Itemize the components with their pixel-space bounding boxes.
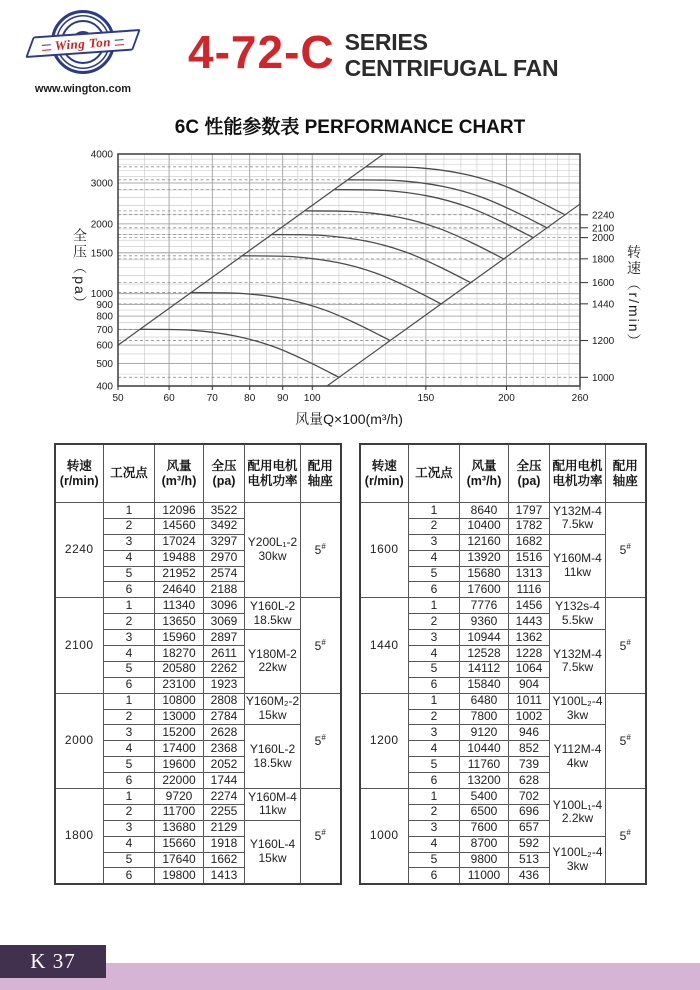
motor-cell: Y132M-4 7.5kw xyxy=(550,503,606,535)
flow-cell: 13920 xyxy=(460,550,509,566)
point-cell: 4 xyxy=(409,836,460,852)
point-cell: 1 xyxy=(104,693,155,709)
point-cell: 3 xyxy=(104,725,155,741)
flow-cell: 15680 xyxy=(460,566,509,582)
point-cell: 4 xyxy=(409,646,460,662)
speed-cell: 2000 xyxy=(55,693,104,788)
seat-mark: # xyxy=(626,732,631,742)
speed-reference-lines xyxy=(118,167,580,377)
pressure-cell: 696 xyxy=(509,804,550,820)
flow-cell: 8640 xyxy=(460,503,509,519)
column-header: 风量 (m³/h) xyxy=(460,444,509,503)
page-title xyxy=(188,26,559,82)
flow-cell: 23100 xyxy=(155,677,204,693)
motor-cell: Y112M-4 4kw xyxy=(550,725,606,789)
point-cell: 2 xyxy=(104,804,155,820)
flow-cell: 17600 xyxy=(460,582,509,598)
company-logo xyxy=(24,10,142,95)
y-axis-title-left: 全压（pa） xyxy=(72,228,88,312)
pressure-cell: 2262 xyxy=(204,661,245,677)
x-tick-label: 100 xyxy=(303,393,321,404)
flow-cell: 6500 xyxy=(460,804,509,820)
x-tick-label: 150 xyxy=(417,393,435,404)
flow-cell: 15200 xyxy=(155,725,204,741)
flow-cell: 12160 xyxy=(460,534,509,550)
flow-cell: 13200 xyxy=(460,773,509,789)
pressure-cell: 946 xyxy=(509,725,550,741)
motor-cell: Y132M-4 7.5kw xyxy=(550,630,606,694)
seat-mark: # xyxy=(321,828,326,838)
seat-mark: # xyxy=(626,637,631,647)
pressure-cell: 1516 xyxy=(509,550,550,566)
flow-cell: 14112 xyxy=(460,661,509,677)
flow-cell: 17640 xyxy=(155,852,204,868)
pressure-cell: 1923 xyxy=(204,677,245,693)
speed-cell: 1800 xyxy=(55,789,104,885)
seat-mark: # xyxy=(321,637,326,647)
point-cell: 4 xyxy=(104,550,155,566)
point-cell: 5 xyxy=(409,852,460,868)
column-header: 全压 (pa) xyxy=(509,444,550,503)
right-axis-label: 2000 xyxy=(592,233,615,245)
right-axis-label: 1800 xyxy=(592,254,615,266)
flow-cell: 12528 xyxy=(460,646,509,662)
column-header: 全压 (pa) xyxy=(204,444,245,503)
flow-cell: 9800 xyxy=(460,852,509,868)
point-cell: 5 xyxy=(104,566,155,582)
motor-cell: Y160M₂-2 15kw xyxy=(245,693,301,725)
table-row xyxy=(55,693,341,709)
pressure-cell: 1744 xyxy=(204,773,245,789)
pressure-cell: 1064 xyxy=(509,661,550,677)
x-tick-label: 70 xyxy=(206,393,218,404)
column-header: 工况点 xyxy=(104,444,155,503)
logo-rings-icon xyxy=(51,10,115,74)
seat-cell: 5# xyxy=(301,598,341,693)
pressure-cell: 2368 xyxy=(204,741,245,757)
table-header-row xyxy=(55,444,341,503)
pressure-cell: 1456 xyxy=(509,598,550,614)
seat-cell: 5# xyxy=(301,789,341,885)
pressure-cell: 1662 xyxy=(204,852,245,868)
motor-cell: Y100L₂-4 3kw xyxy=(550,836,606,884)
point-cell: 2 xyxy=(409,518,460,534)
point-cell: 4 xyxy=(104,741,155,757)
x-tick-label: 200 xyxy=(498,393,515,404)
flow-cell: 6480 xyxy=(460,693,509,709)
motor-cell: Y200L₁-2 30kw xyxy=(245,503,301,598)
seat-mark: # xyxy=(626,828,631,838)
point-cell: 6 xyxy=(409,677,460,693)
brand-name: Wing Ton xyxy=(37,32,128,54)
seat-cell: 5# xyxy=(606,598,646,693)
page-number-badge: K 37 xyxy=(0,945,106,978)
motor-cell: Y132s-4 5.5kw xyxy=(550,598,606,630)
pressure-cell: 1313 xyxy=(509,566,550,582)
point-cell: 5 xyxy=(104,661,155,677)
series-line2: CENTRIFUGAL FAN xyxy=(344,54,559,81)
series-title xyxy=(345,30,559,82)
point-cell: 5 xyxy=(409,566,460,582)
pressure-cell: 2897 xyxy=(204,630,245,646)
flow-cell: 13680 xyxy=(155,820,204,836)
flow-cell: 12096 xyxy=(155,503,204,519)
pressure-cell: 1002 xyxy=(509,709,550,725)
point-cell: 3 xyxy=(409,630,460,646)
seat-mark: # xyxy=(321,732,326,742)
y-tick-label: 3000 xyxy=(90,178,113,190)
flow-cell: 15840 xyxy=(460,677,509,693)
seat-cell: 5# xyxy=(301,693,341,788)
flow-cell: 15660 xyxy=(155,836,204,852)
point-cell: 5 xyxy=(409,757,460,773)
pressure-cell: 702 xyxy=(509,789,550,805)
column-header: 风量 (m³/h) xyxy=(155,444,204,503)
right-axis-label: 2100 xyxy=(592,223,615,235)
right-axis-label: 1440 xyxy=(592,299,615,311)
point-cell: 6 xyxy=(104,582,155,598)
table-row xyxy=(55,598,341,614)
y-axis-title-right: 转速（r/min） xyxy=(626,244,642,350)
pressure-cell: 852 xyxy=(509,741,550,757)
pressure-cell: 2808 xyxy=(204,693,245,709)
point-cell: 4 xyxy=(409,550,460,566)
x-tick-label: 80 xyxy=(244,393,256,404)
point-cell: 1 xyxy=(104,789,155,805)
table-row xyxy=(360,693,646,709)
point-cell: 3 xyxy=(409,820,460,836)
flow-cell: 11340 xyxy=(155,598,204,614)
flow-cell: 18270 xyxy=(155,646,204,662)
column-header: 配用 轴座 xyxy=(301,444,341,503)
pressure-cell: 1782 xyxy=(509,518,550,534)
flow-cell: 9720 xyxy=(155,789,204,805)
pressure-cell: 3522 xyxy=(204,503,245,519)
pressure-cell: 2129 xyxy=(204,820,245,836)
right-axis-label: 2240 xyxy=(592,210,615,222)
table-row xyxy=(55,503,341,519)
speed-cell: 2240 xyxy=(55,503,104,598)
pressure-cell: 1362 xyxy=(509,630,550,646)
seat-cell: 5# xyxy=(301,503,341,598)
flow-cell: 14560 xyxy=(155,518,204,534)
y-tick-label: 600 xyxy=(96,340,113,352)
pressure-cell: 2784 xyxy=(204,709,245,725)
flow-cell: 9120 xyxy=(460,725,509,741)
motor-cell: Y160L-2 18.5kw xyxy=(245,598,301,630)
pressure-cell: 2628 xyxy=(204,725,245,741)
pressure-cell: 2970 xyxy=(204,550,245,566)
point-cell: 2 xyxy=(104,614,155,630)
series-line1: SERIES xyxy=(344,29,428,55)
column-header: 工况点 xyxy=(409,444,460,503)
flow-cell: 17400 xyxy=(155,741,204,757)
pressure-cell: 2574 xyxy=(204,566,245,582)
y-tick-label: 800 xyxy=(96,311,113,323)
point-cell: 6 xyxy=(409,773,460,789)
flow-cell: 19488 xyxy=(155,550,204,566)
point-cell: 2 xyxy=(409,709,460,725)
table-row xyxy=(360,598,646,614)
pressure-cell: 1797 xyxy=(509,503,550,519)
flow-cell: 24640 xyxy=(155,582,204,598)
flow-cell: 21952 xyxy=(155,566,204,582)
pressure-cell: 3096 xyxy=(204,598,245,614)
point-cell: 5 xyxy=(104,852,155,868)
point-cell: 3 xyxy=(104,534,155,550)
speed-cell: 1440 xyxy=(360,598,409,693)
speed-cell: 1200 xyxy=(360,693,409,788)
seat-cell: 5# xyxy=(606,693,646,788)
pressure-cell: 1011 xyxy=(509,693,550,709)
table-row xyxy=(360,503,646,519)
x-tick-label: 260 xyxy=(571,393,589,404)
column-header: 配用电机 电机功率 xyxy=(245,444,301,503)
flow-cell: 13000 xyxy=(155,709,204,725)
pressure-cell: 2611 xyxy=(204,646,245,662)
point-cell: 3 xyxy=(104,630,155,646)
motor-cell: Y100L₂-4 3kw xyxy=(550,693,606,725)
speed-curve-2000 xyxy=(334,190,533,238)
point-cell: 1 xyxy=(409,693,460,709)
flow-cell: 19600 xyxy=(155,757,204,773)
x-tick-label: 60 xyxy=(163,393,175,404)
flow-cell: 11000 xyxy=(460,868,509,884)
flow-cell: 13650 xyxy=(155,614,204,630)
column-header: 转速 (r/min) xyxy=(55,444,104,503)
point-cell: 2 xyxy=(104,518,155,534)
point-cell: 2 xyxy=(409,614,460,630)
flow-cell: 22000 xyxy=(155,773,204,789)
right-axis-label: 1200 xyxy=(592,336,615,348)
point-cell: 3 xyxy=(409,725,460,741)
table-row xyxy=(55,789,341,805)
flow-cell: 19800 xyxy=(155,868,204,884)
x-axis-title: 风量Q×100(m³/h) xyxy=(295,411,403,427)
flow-cell: 10400 xyxy=(460,518,509,534)
model-number: 4-72-C xyxy=(188,26,335,78)
motor-cell: Y180M-2 22kw xyxy=(245,630,301,694)
performance-tables xyxy=(0,443,700,885)
pressure-cell: 657 xyxy=(509,820,550,836)
point-cell: 6 xyxy=(104,868,155,884)
point-cell: 3 xyxy=(104,820,155,836)
column-header: 配用电机 电机功率 xyxy=(550,444,606,503)
speed-cell: 1000 xyxy=(360,789,409,885)
flow-cell: 10440 xyxy=(460,741,509,757)
table-row xyxy=(360,789,646,805)
performance-curves xyxy=(118,154,580,386)
flow-cell: 9360 xyxy=(460,614,509,630)
speed-cell: 2100 xyxy=(55,598,104,693)
flow-cell: 11700 xyxy=(155,804,204,820)
x-tick-label: 50 xyxy=(112,393,124,404)
pressure-cell: 2274 xyxy=(204,789,245,805)
column-header: 转速 (r/min) xyxy=(360,444,409,503)
point-cell: 4 xyxy=(104,836,155,852)
pressure-cell: 436 xyxy=(509,868,550,884)
flow-cell: 10800 xyxy=(155,693,204,709)
pressure-cell: 513 xyxy=(509,852,550,868)
y-tick-label: 900 xyxy=(96,299,113,311)
y-tick-label: 2000 xyxy=(90,219,113,231)
point-cell: 1 xyxy=(104,503,155,519)
column-header: 配用 轴座 xyxy=(606,444,646,503)
speed-curve-2100 xyxy=(347,180,546,228)
flow-cell: 11760 xyxy=(460,757,509,773)
flow-cell: 5400 xyxy=(460,789,509,805)
point-cell: 2 xyxy=(104,709,155,725)
flow-cell: 7600 xyxy=(460,820,509,836)
flow-cell: 20580 xyxy=(155,661,204,677)
flow-cell: 8700 xyxy=(460,836,509,852)
pressure-cell: 628 xyxy=(509,773,550,789)
pressure-cell: 1682 xyxy=(509,534,550,550)
pressure-cell: 2188 xyxy=(204,582,245,598)
x-tick-label: 90 xyxy=(277,393,289,404)
pressure-cell: 3297 xyxy=(204,534,245,550)
envelope-line xyxy=(327,204,580,386)
performance-chart xyxy=(0,147,700,437)
motor-cell: Y160M-4 11kw xyxy=(550,534,606,598)
y-tick-label: 500 xyxy=(96,359,113,371)
motor-cell: Y160L-4 15kw xyxy=(245,820,301,884)
y-tick-label: 1500 xyxy=(90,248,113,260)
point-cell: 2 xyxy=(409,804,460,820)
motor-cell: Y100L₁-4 2.2kw xyxy=(550,789,606,837)
flow-cell: 10944 xyxy=(460,630,509,646)
y-tick-label: 1000 xyxy=(90,289,113,301)
pressure-cell: 1413 xyxy=(204,868,245,884)
pressure-cell: 1116 xyxy=(509,582,550,598)
seat-cell: 5# xyxy=(606,503,646,598)
pressure-cell: 3069 xyxy=(204,614,245,630)
performance-table-right xyxy=(359,443,647,885)
pressure-cell: 1918 xyxy=(204,836,245,852)
pressure-cell: 1443 xyxy=(509,614,550,630)
point-cell: 1 xyxy=(409,503,460,519)
right-axis-label: 1000 xyxy=(592,372,615,384)
pressure-cell: 2255 xyxy=(204,804,245,820)
speed-cell: 1600 xyxy=(360,503,409,598)
point-cell: 4 xyxy=(104,646,155,662)
point-cell: 5 xyxy=(104,757,155,773)
point-cell: 4 xyxy=(409,741,460,757)
seat-mark: # xyxy=(626,542,631,552)
table-header-row xyxy=(360,444,646,503)
pressure-cell: 3492 xyxy=(204,518,245,534)
point-cell: 6 xyxy=(409,868,460,884)
right-axis-label: 1600 xyxy=(592,278,615,290)
flow-cell: 7776 xyxy=(460,598,509,614)
seat-mark: # xyxy=(321,542,326,552)
pressure-cell: 904 xyxy=(509,677,550,693)
point-cell: 1 xyxy=(409,598,460,614)
point-cell: 6 xyxy=(104,773,155,789)
y-tick-label: 700 xyxy=(96,325,113,337)
motor-cell: Y160L-2 18.5kw xyxy=(245,725,301,789)
point-cell: 6 xyxy=(409,582,460,598)
flow-cell: 7800 xyxy=(460,709,509,725)
logo-banner xyxy=(25,29,141,58)
point-cell: 6 xyxy=(104,677,155,693)
pressure-cell: 2052 xyxy=(204,757,245,773)
pressure-cell: 1228 xyxy=(509,646,550,662)
point-cell: 1 xyxy=(104,598,155,614)
pressure-cell: 739 xyxy=(509,757,550,773)
pressure-cell: 592 xyxy=(509,836,550,852)
flow-cell: 17024 xyxy=(155,534,204,550)
point-cell: 1 xyxy=(409,789,460,805)
point-cell: 5 xyxy=(409,661,460,677)
y-tick-label: 400 xyxy=(96,381,113,393)
company-url: www.wington.com xyxy=(34,83,132,95)
motor-cell: Y160M-4 11kw xyxy=(245,789,301,821)
performance-table-left xyxy=(54,443,342,885)
chart-heading: 6C 性能参数表 PERFORMANCE CHART xyxy=(174,117,526,138)
point-cell: 3 xyxy=(409,534,460,550)
seat-cell: 5# xyxy=(606,789,646,885)
flow-cell: 15960 xyxy=(155,630,204,646)
y-tick-label: 4000 xyxy=(90,149,113,161)
